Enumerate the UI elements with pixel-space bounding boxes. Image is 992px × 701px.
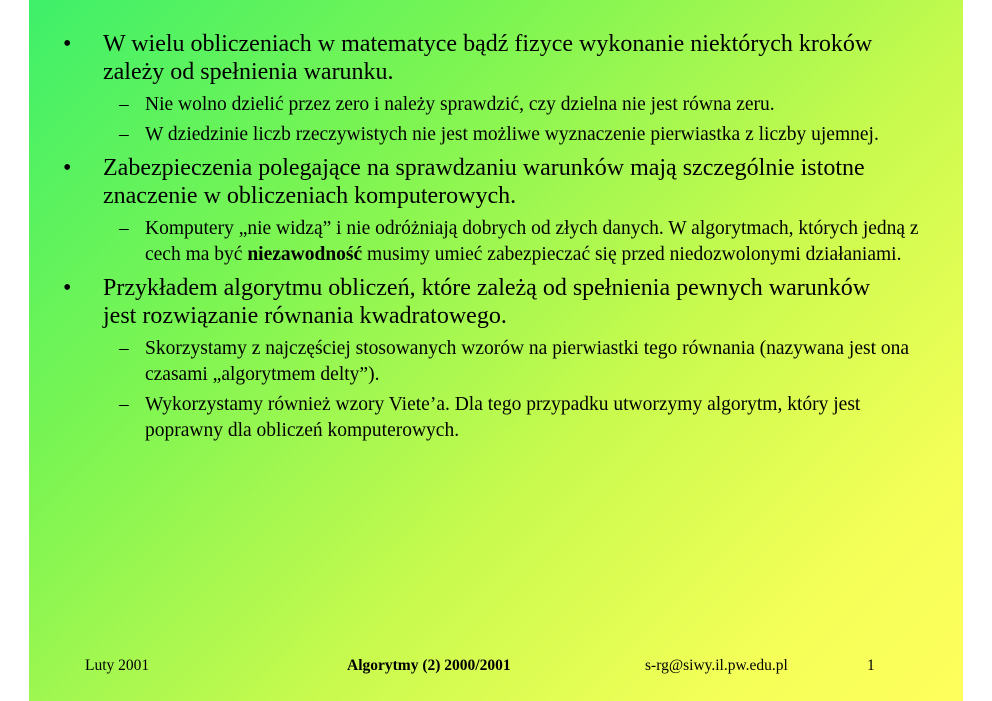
sub-bullet-text	[145, 218, 919, 265]
sub-bullet-text-after: musimy umieć zabezpieczać się przed niedozwolonymi działaniami.	[362, 244, 902, 265]
sub-bullet-text: W dziedzinie liczb rzeczywistych nie jest możliwe wyznaczenie pierwiastka z liczby ujemnej.	[145, 124, 879, 145]
bullet-icon: •	[63, 31, 72, 57]
bullet-icon: •	[63, 275, 72, 301]
dash-icon: –	[119, 124, 129, 145]
bullet-text: Zabezpieczenia polegające na sprawdzaniu warunków mają szczególnie istotne znaczenie w obliczeniach komputerowych.	[103, 155, 865, 209]
dash-icon: –	[119, 394, 129, 415]
sub-bullet-text: Nie wolno dzielić przez zero i należy sprawdzić, czy dzielna nie jest równa zeru.	[145, 94, 775, 115]
sub-bullet-3-2	[29, 392, 923, 444]
sub-bullet-text: Wykorzystamy również wzory Viete’a. Dla tego przypadku utworzymy algorytm, który jest poprawny dla obliczeń komputerowych.	[145, 394, 861, 441]
dash-icon: –	[119, 94, 129, 115]
footer-date: Luty 2001	[85, 657, 150, 674]
dash-icon: –	[119, 338, 129, 359]
sub-bullet-text-before: Komputery „nie widzą” i nie odróżniają dobrych od złych danych. W algorytmach, których jedną z cech ma być	[145, 218, 919, 265]
slide-content	[29, 30, 963, 448]
bullet-text: W wielu obliczeniach w matematyce bądź fizyce wykonanie niektórych kroków zależy od spełnienia warunku.	[103, 31, 873, 85]
emphasis-text: niezawodność	[247, 244, 363, 265]
footer-title: Algorytmy (2) 2000/2001	[347, 657, 511, 674]
footer-email: s-rg@siwy.il.pw.edu.pl	[645, 657, 788, 674]
sub-bullet-1-1	[29, 92, 923, 118]
bullet-1	[29, 30, 903, 86]
dash-icon: –	[119, 218, 129, 239]
sub-bullet-2-1	[29, 216, 923, 268]
sub-bullet-3-1	[29, 336, 923, 388]
slide	[29, 0, 963, 701]
bullet-3	[29, 274, 903, 330]
sub-bullet-text: Skorzystamy z najczęściej stosowanych wzorów na pierwiastki tego równania (nazywana jest ona czasami „algorytmem delty”).	[145, 338, 910, 385]
sub-bullet-1-2	[29, 122, 923, 148]
bullet-text: Przykładem algorytmu obliczeń, które zależą od spełnienia pewnych warunków jest rozwiązanie równania kwadratowego.	[103, 275, 871, 329]
footer-page-number: 1	[867, 657, 875, 674]
bullet-icon: •	[63, 155, 72, 181]
bullet-2	[29, 154, 903, 210]
